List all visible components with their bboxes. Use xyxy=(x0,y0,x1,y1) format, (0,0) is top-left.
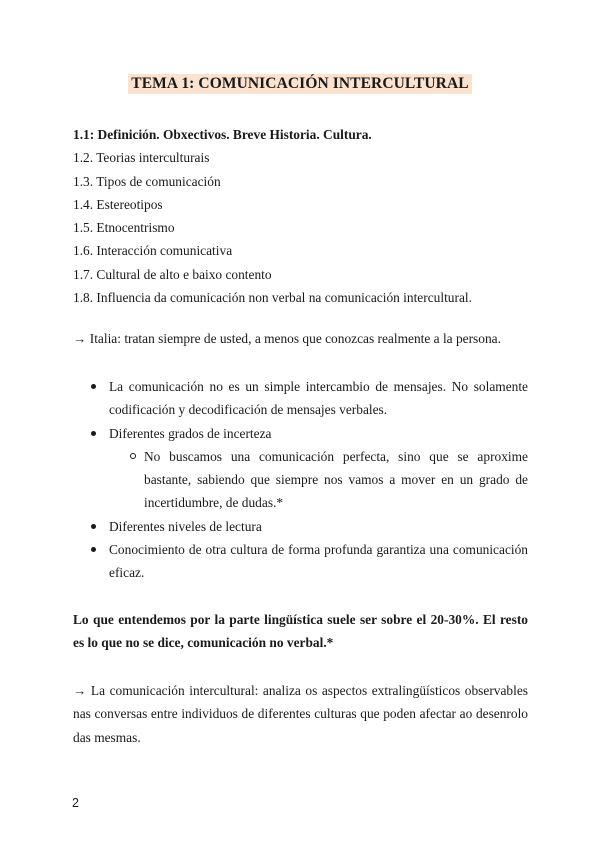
toc-item: 1.4. Estereotipos xyxy=(73,196,163,212)
page-title: TEMA 1: COMUNICACIÓN INTERCULTURAL xyxy=(128,74,471,94)
list-item xyxy=(73,422,528,445)
list-item-text: Diferentes niveles de lectura xyxy=(109,518,262,534)
bullet-circle-icon xyxy=(130,453,136,459)
page-number: 2 xyxy=(72,796,79,810)
list-item-text: Diferentes grados de incerteza xyxy=(109,425,272,441)
list-item xyxy=(73,538,528,585)
toc-item: 1.7. Cultural de alto e baixo contento xyxy=(73,266,272,282)
list-item-text: La comunicación no es un simple intercambio de mensajes. No solamente codificación y decodificación de mensajes verbales. xyxy=(109,379,528,418)
list-item-text: Conocimiento de otra cultura de forma profunda garantiza una comunicación eficaz. xyxy=(109,542,528,581)
toc-item: 1.3. Tipos de comunicación xyxy=(73,173,221,189)
bullet-list xyxy=(73,375,528,585)
toc-item: 1.1: Definición. Obxectivos. Breve Historia. Cultura. xyxy=(73,127,372,142)
bold-paragraph: Lo que entendemos por la parte lingüística suele ser sobre el 20-30%. El resto es lo que no se dice, comunicación no verbal.* xyxy=(73,612,528,651)
title-wrapper xyxy=(0,74,600,94)
bullet-dot-icon xyxy=(91,524,96,529)
bullet-dot-icon xyxy=(91,547,96,552)
toc-item: 1.6. Interacción comunicativa xyxy=(73,243,233,259)
sub-list-item xyxy=(73,445,528,515)
bullet-dot-icon xyxy=(91,431,96,436)
sub-list-item-text: No buscamos una comunicación perfecta, sino que se aproxime bastante, sabiendo que siempre nos vamos a mover en un grado de incertidumbre, de dudas.* xyxy=(144,448,528,511)
table-of-contents xyxy=(73,123,472,309)
list-item xyxy=(73,515,528,538)
toc-item: 1.8. Influencia da comunicación non verbal na comunicación intercultural. xyxy=(73,290,472,306)
toc-item: 1.2. Teorias interculturais xyxy=(73,150,210,166)
final-paragraph: → La comunicación intercultural: analiza os aspectos extralingüísticos observables nas conversas entre individuos de diferentes culturas que poden afectar ao desenrolo das mesmas. xyxy=(73,683,528,745)
toc-item: 1.5. Etnocentrismo xyxy=(73,220,175,236)
list-item xyxy=(73,375,528,422)
bullet-dot-icon xyxy=(91,384,96,389)
italia-note: → Italia: tratan siempre de usted, a menos que conozcas realmente a la persona. xyxy=(73,331,501,346)
